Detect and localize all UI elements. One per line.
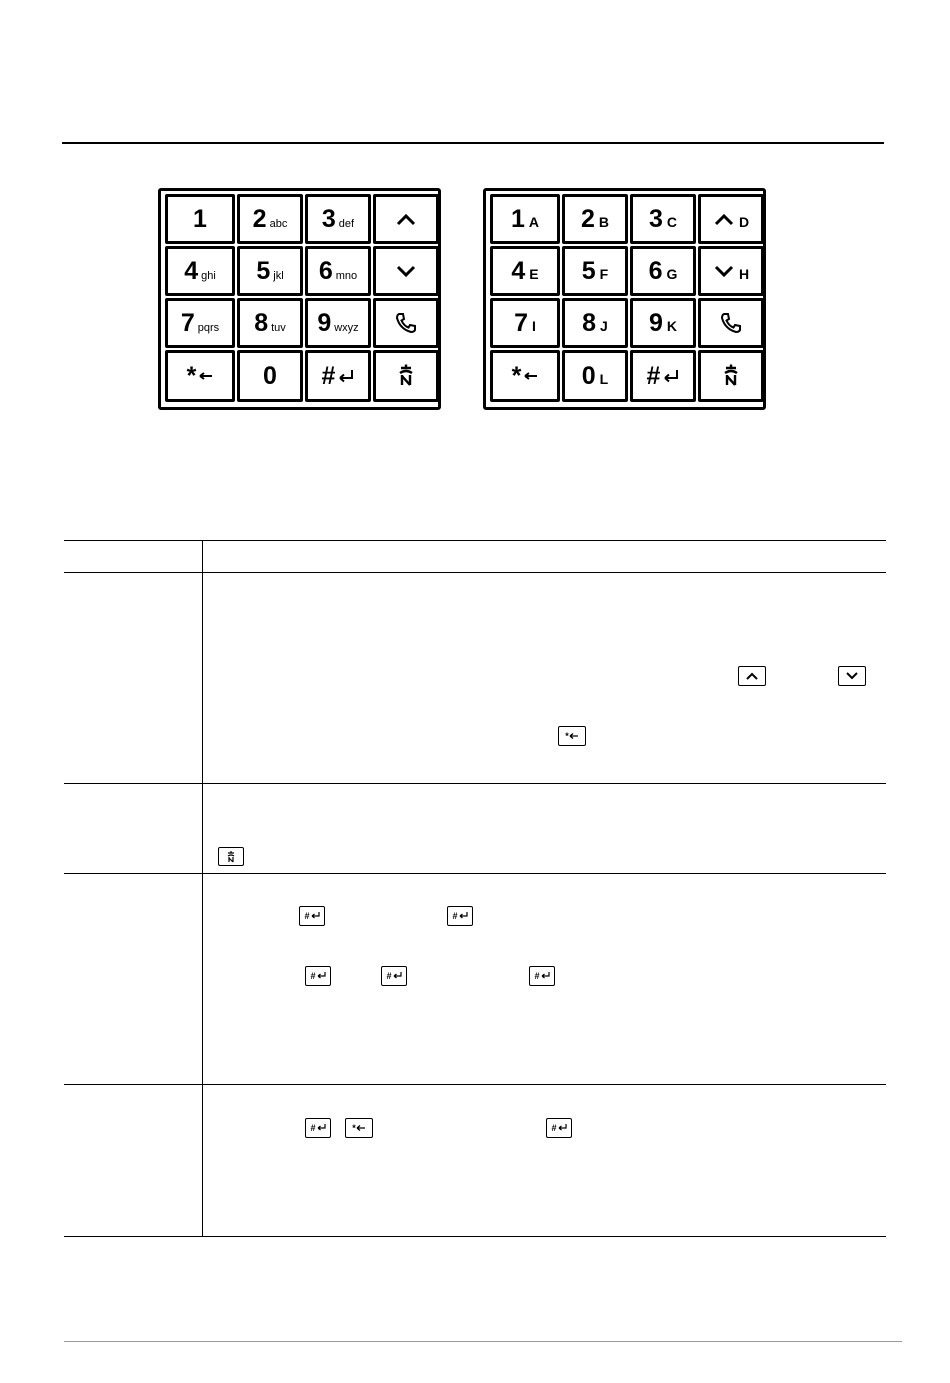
backspace-arrow-icon [199, 371, 213, 381]
backspace-arrow-icon [356, 1124, 366, 1132]
ltr-key-concierge[interactable] [698, 350, 764, 402]
table-row-rule [64, 783, 886, 784]
table-top-rule [64, 540, 886, 541]
table-row-rule [64, 873, 886, 874]
ltr-key-6[interactable] [630, 246, 696, 296]
std-key-3[interactable] [305, 194, 371, 244]
hash-label: # [310, 1123, 316, 1133]
footer-rule [64, 1341, 902, 1342]
key-sub-label: mno [335, 270, 358, 282]
enter-arrow-icon [663, 369, 679, 383]
inline-up-key [738, 666, 766, 686]
key-number: * [186, 361, 197, 390]
star-label: * [565, 731, 569, 741]
key-number: 2 [580, 204, 595, 233]
key-number: 7 [514, 308, 528, 337]
enter-arrow-icon [541, 971, 550, 981]
key-sub-label: pqrs [197, 322, 220, 334]
chevron-down-icon [845, 671, 859, 681]
std-key-5[interactable] [237, 246, 303, 296]
ltr-key-4[interactable] [490, 246, 560, 296]
inline-down-key [838, 666, 866, 686]
key-sub-label: def [338, 218, 355, 230]
ltr-key-chevron-up[interactable] [698, 194, 764, 244]
header-rule [62, 142, 884, 144]
key-number: 3 [648, 204, 663, 233]
hash-label: # [386, 971, 392, 981]
ltr-key-3[interactable] [630, 194, 696, 244]
concierge-icon [225, 850, 237, 864]
enter-arrow-icon [558, 1123, 567, 1133]
key-number: 3 [321, 204, 336, 233]
std-key-2[interactable] [237, 194, 303, 244]
table-bottom-rule [64, 1236, 886, 1237]
std-key-7[interactable] [165, 298, 235, 348]
ltr-key-phone[interactable] [698, 298, 764, 348]
key-number: 5 [256, 256, 271, 285]
key-number: 9 [317, 308, 332, 337]
key-sub-label: F [599, 266, 609, 282]
key-number: 7 [180, 308, 195, 337]
function-table [64, 540, 886, 1240]
inline-hash-key [546, 1118, 572, 1138]
key-sub-label: A [528, 214, 540, 230]
chevron-up-icon [395, 212, 417, 226]
backspace-arrow-icon [569, 732, 579, 740]
ltr-key-hash[interactable] [630, 350, 696, 402]
ltr-key-5[interactable] [562, 246, 628, 296]
ltr-key-7[interactable] [490, 298, 560, 348]
key-sub-label: H [738, 266, 750, 282]
key-sub-label: abc [269, 218, 288, 230]
key-number: 6 [318, 256, 333, 285]
key-number: 8 [582, 308, 597, 337]
key-sub-label: B [598, 214, 610, 230]
ltr-key-8[interactable] [562, 298, 628, 348]
key-sub-label: tuv [271, 322, 286, 334]
chevron-up-icon [713, 212, 735, 226]
enter-arrow-icon [317, 971, 326, 981]
key-number: 1 [510, 204, 525, 233]
std-key-hash[interactable] [305, 350, 371, 402]
key-sub-label: G [666, 266, 678, 282]
key-sub-label: jkl [273, 270, 284, 282]
key-sub-label: wxyz [334, 322, 359, 334]
key-number: * [511, 361, 522, 390]
key-sub-label: E [529, 266, 539, 282]
hash-label: # [534, 971, 540, 981]
ltr-key-9[interactable] [630, 298, 696, 348]
keypad-standard [158, 188, 441, 410]
ltr-key-2[interactable] [562, 194, 628, 244]
key-sub-label: ghi [201, 270, 216, 282]
table-header-rule [64, 572, 886, 573]
key-number: 8 [254, 308, 269, 337]
std-key-4[interactable] [165, 246, 235, 296]
key-number: 0 [263, 361, 277, 390]
std-key-chevron-down[interactable] [373, 246, 439, 296]
ltr-key-1[interactable] [490, 194, 560, 244]
key-sub-label: K [666, 318, 678, 334]
key-number: 5 [581, 256, 596, 285]
key-number: 1 [193, 204, 207, 233]
concierge-icon [396, 363, 416, 389]
phone-icon [394, 311, 418, 335]
enter-arrow-icon [311, 911, 320, 921]
key-sub-label: I [532, 318, 536, 334]
chevron-down-icon [395, 264, 417, 278]
key-sub-label: D [738, 214, 750, 230]
inline-hash-key [299, 906, 325, 926]
key-number: # [321, 361, 336, 390]
hash-label: # [310, 971, 316, 981]
inline-hash-key [305, 1118, 331, 1138]
enter-arrow-icon [459, 911, 468, 921]
enter-arrow-icon [338, 369, 354, 383]
inline-hash-key [529, 966, 555, 986]
chevron-down-icon [713, 264, 735, 278]
key-sub-label: L [599, 371, 609, 387]
inline-hash-key [381, 966, 407, 986]
key-sub-label: J [600, 318, 608, 334]
concierge-icon [721, 363, 741, 389]
hash-label: # [551, 1123, 557, 1133]
hash-label: # [452, 911, 458, 921]
std-key-star[interactable] [165, 350, 235, 402]
star-label: * [352, 1123, 356, 1133]
std-key-1[interactable] [165, 194, 235, 244]
std-key-6[interactable] [305, 246, 371, 296]
key-number: 9 [648, 308, 663, 337]
key-number: 4 [511, 256, 526, 285]
table-row-rule [64, 1084, 886, 1085]
hash-label: # [304, 911, 310, 921]
enter-arrow-icon [317, 1123, 326, 1133]
ltr-key-chevron-down[interactable] [698, 246, 764, 296]
ltr-key-0[interactable] [562, 350, 628, 402]
inline-concierge-key [218, 847, 244, 866]
key-number: 6 [648, 256, 663, 285]
inline-star-key [558, 726, 586, 746]
std-key-9[interactable] [305, 298, 371, 348]
inline-hash-key [447, 906, 473, 926]
keypad-letter [483, 188, 766, 410]
std-key-concierge[interactable] [373, 350, 439, 402]
key-number: 4 [184, 256, 199, 285]
enter-arrow-icon [393, 971, 402, 981]
std-key-chevron-up[interactable] [373, 194, 439, 244]
phone-icon [719, 311, 743, 335]
key-sub-label: C [666, 214, 678, 230]
key-number: 2 [252, 204, 267, 233]
std-key-0[interactable] [237, 350, 303, 402]
std-key-8[interactable] [237, 298, 303, 348]
chevron-up-icon [745, 671, 759, 681]
inline-hash-key [305, 966, 331, 986]
key-number: 0 [581, 361, 596, 390]
key-number: # [646, 361, 661, 390]
table-column-divider [202, 540, 203, 1237]
std-key-phone[interactable] [373, 298, 439, 348]
backspace-arrow-icon [524, 371, 538, 381]
ltr-key-star[interactable] [490, 350, 560, 402]
inline-star-key [345, 1118, 373, 1138]
